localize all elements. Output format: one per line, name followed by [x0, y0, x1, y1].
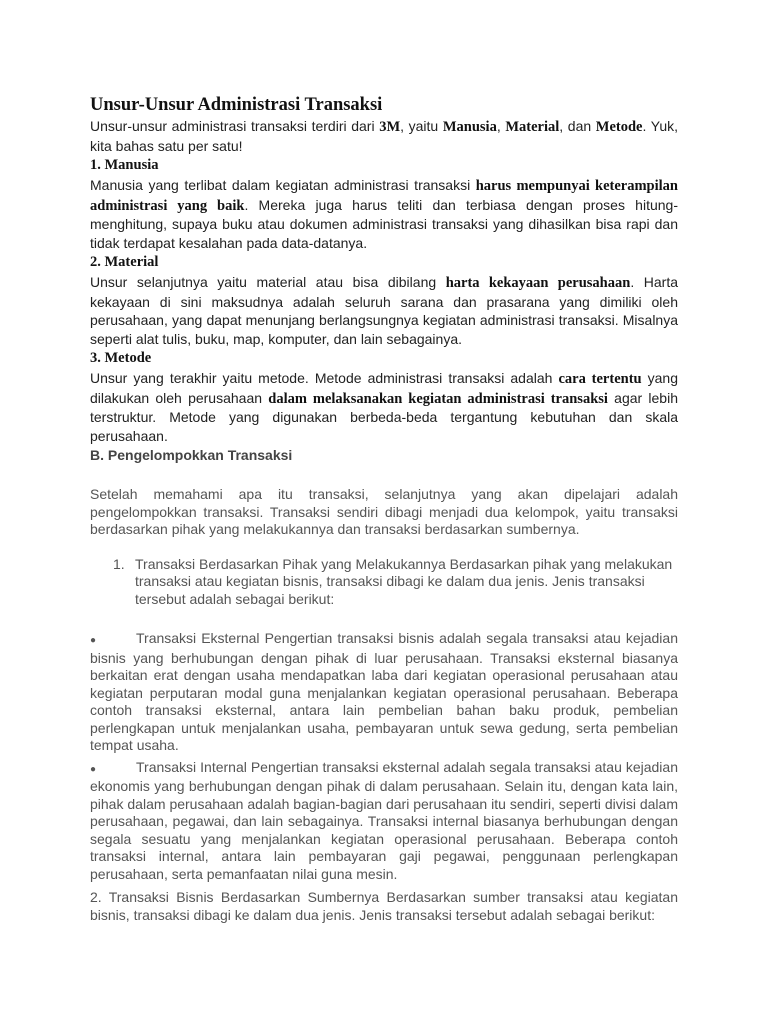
section-paragraph-metode [90, 369, 678, 445]
paragraph-bold-text: dalam melaksanakan kegiatan administrasi transaksi [268, 390, 608, 407]
paragraph-text: Unsur yang terakhir yaitu metode. Metode administrasi transaksi adalah [90, 370, 559, 386]
pengelompokkan-intro-paragraph: Setelah memahami apa itu transaksi, selanjutnya yang akan dipelajari adalah pengelompokkan transaksi. Transaksi sendiri dibagi menjadi dua kelompok, yaitu transaksi berdasarkan pihak yang melakukannya dan transaksi berdasarkan sumbernya. [90, 486, 678, 537]
bullet-item-eksternal [90, 630, 678, 755]
section-paragraph-material [90, 273, 678, 348]
paragraph-text: . Mereka juga harus teliti dan terbiasa dengan proses hitung-menghitung, supaya buku atau dokumen administrasi transaksi yang dihasilkan bisa rapi dan tidak terdapat kesalahan pada data-datanya. [90, 196, 678, 251]
bullet-icon: ● [90, 763, 97, 775]
numbered-list-item-1 [90, 556, 678, 609]
paragraph-text: Unsur selanjutnya yaitu material atau bisa dibilang [90, 274, 446, 290]
list-item-text: Transaksi Berdasarkan Pihak yang Melakukannya Berdasarkan pihak yang melakukan transaksi atau kegiatan bisnis, transaksi dibagi ke dalam dua jenis. Jenis transaksi tersebut adalah sebagai berikut: [135, 555, 673, 607]
numbered-list-item-2: 2. Transaksi Bisnis Berdasarkan Sumbernya Berdasarkan sumber transaksi atau kegiatan bisnis, transaksi dibagi ke dalam dua jenis. Jenis transaksi tersebut adalah sebagai berikut: [90, 889, 678, 923]
bullet-icon: ● [90, 635, 97, 646]
bullet-text: Transaksi Internal Pengertian transaksi eksternal adalah segala transaksi atau kejadian ekonomis yang berhubungan dengan pihak di dalam perusahaan. Selain itu, dengan kata lain, pihak dalam perusahaan adalah bagian-bagian dari perusahaan itu sendiri, seperti divisi dalam perusahaan, pegawai, dan lain sebagainya. Transaksi internal biasanya berhubungan dengan segala sesuatu yang menjalankan kegiatan operasional perusahaan. Beberapa contoh transaksi internal, antara lain pembayaran gaji pegawai, penggunaan perlengkapan perusahaan, serta pemanfaatan nilai guna mesin. [90, 758, 678, 882]
paragraph-bold-text: harta kekayaan perusahaan [445, 275, 631, 291]
section-heading-pengelompokkan: B. Pengelompokkan Transaksi [90, 447, 293, 463]
intro-text: , [496, 118, 506, 134]
paragraph-bold-text: harus mempunyai keterampilan administrasi yang baik [90, 178, 678, 214]
section-heading-metode: 3. Metode [90, 350, 152, 366]
intro-bold-3m: 3M [379, 119, 401, 135]
intro-bold-material: Material [505, 119, 560, 135]
paragraph-text: yang dilakukan oleh perusahaan [90, 370, 679, 406]
paragraph-text: . Harta kekayaan di sini maksudnya adalah seluruh sarana dan prasarana yang dimiliki oleh perusahaan, yang dapat menunjang berlangsungnya kegiatan administrasi transaksi. Misalnya seperti alat tulis, buku, map, komputer, dan lain sebagainya. [90, 274, 679, 347]
document-title: Unsur-Unsur Administrasi Transaksi [90, 95, 383, 115]
intro-bold-metode: Metode [595, 119, 643, 135]
bullet-item-internal [90, 759, 678, 884]
section-heading-manusia: 1. Manusia [90, 157, 159, 173]
intro-text: , dan [559, 118, 596, 134]
intro-text: , yaitu [400, 118, 443, 134]
section-paragraph-manusia [90, 176, 678, 252]
paragraph-text: Manusia yang terlibat dalam kegiatan administrasi transaksi [90, 177, 476, 193]
paragraph-text: agar lebih terstruktur. Metode yang digunakan berbeda-beda tergantung kebutuhan dan skala perusahaan. [90, 389, 678, 444]
intro-text: Unsur-unsur administrasi transaksi terdiri dari [90, 118, 380, 134]
list-number: 1. [113, 555, 125, 572]
bullet-text: Transaksi Eksternal Pengertian transaksi bisnis adalah segala transaksi atau kejadian bisnis yang berhubungan dengan pihak di luar perusahaan. Transaksi eksternal biasanya berkaitan erat dengan usaha mendapatkan laba dari kegiatan operasional perusahaan atau kegiatan perputaran modal guna menjalankan kegiatan operasional perusahaan. Beberapa contoh transaksi eksternal, antara lain pembelian bahan baku produk, pembelian perlengkapan untuk menjalankan usaha, pembayaran untuk sewa gedung, serta pembelian tempat usaha. [90, 630, 678, 753]
document-page [90, 94, 678, 924]
intro-paragraph [90, 117, 678, 155]
intro-bold-manusia: Manusia [442, 119, 497, 135]
section-heading-material: 2. Material [90, 254, 159, 270]
paragraph-bold-text: cara tertentu [558, 371, 642, 387]
intro-text: . Yuk, kita bahas satu per satu! [90, 118, 678, 154]
